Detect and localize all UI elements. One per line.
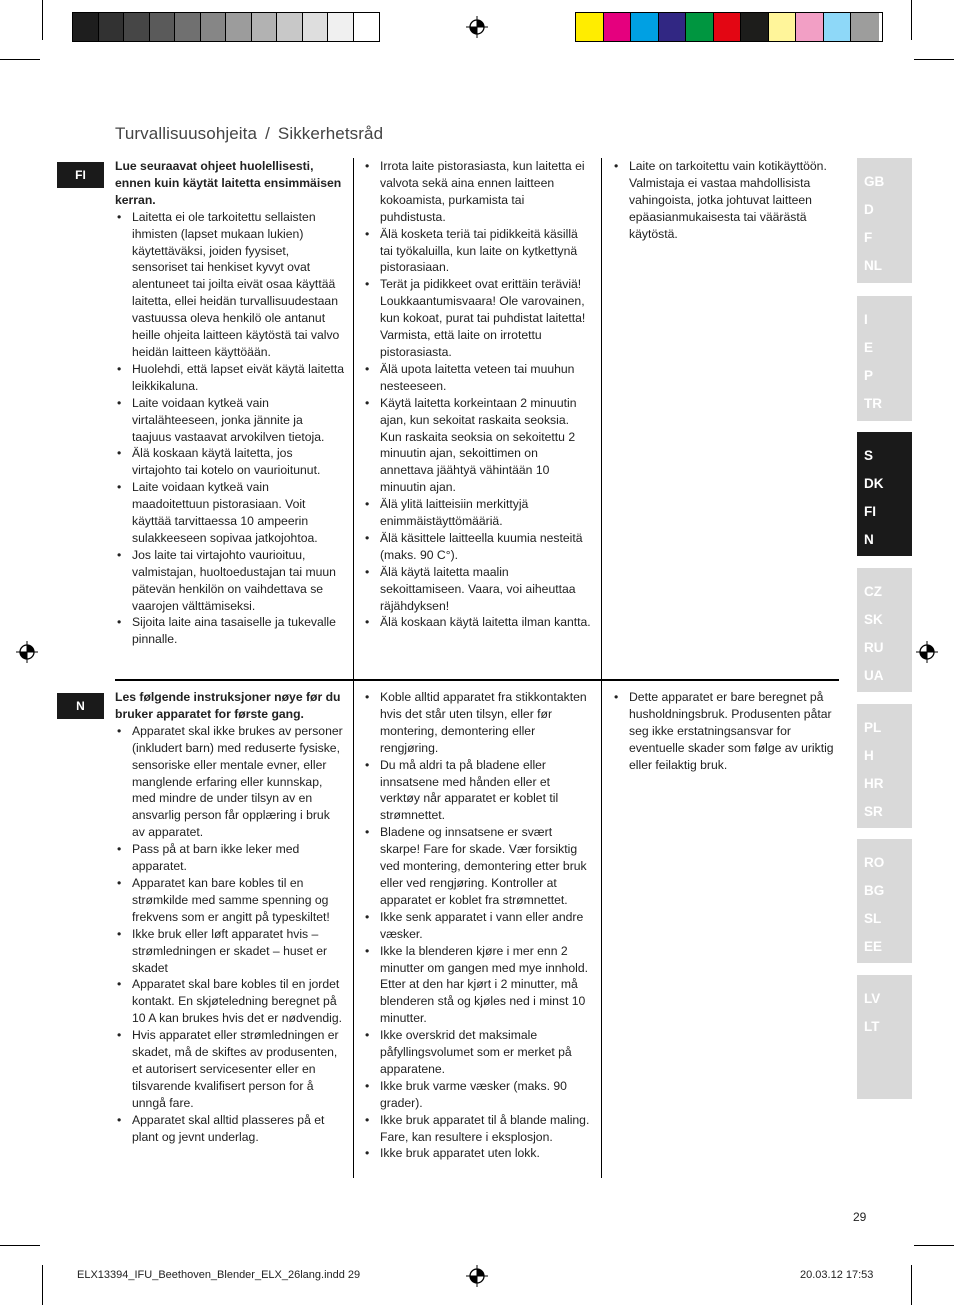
color-swatch <box>631 13 659 41</box>
language-group <box>857 158 912 283</box>
list-item: • Älä koskaan käytä laitetta ilman kantta. <box>363 614 593 631</box>
color-swatch <box>73 13 99 41</box>
language-group <box>857 568 912 692</box>
list-item: • Irrota laite pistorasiasta, kun laitetta ei valvota sekä aina ennen laitteen kokoamista, purkamista tai puhdistusta. <box>363 158 593 226</box>
fi-column-1 <box>115 158 345 648</box>
list-item: • Ikke bruk varme væsker (maks. 90 grader). <box>363 1078 593 1112</box>
language-code: S <box>864 448 874 463</box>
color-swatch <box>201 13 227 41</box>
list-item: • Sijoita laite aina tasaiselle ja tukevalle pinnalle. <box>115 614 345 648</box>
n-list-2 <box>363 689 593 1162</box>
n-list-3 <box>612 689 840 774</box>
n-list-1 <box>115 723 345 1146</box>
language-code: FI <box>864 504 876 519</box>
crop-mark <box>911 0 912 40</box>
fi-list-2 <box>363 158 593 631</box>
language-code: I <box>864 312 868 327</box>
page-number: 29 <box>853 1210 867 1224</box>
page-title-n: Sikkerhetsråd <box>277 124 384 143</box>
language-code: GB <box>864 174 885 189</box>
color-swatch <box>824 13 852 41</box>
list-item: • Älä koskaan käytä laitetta, jos virtajohto tai kotelo on vaurioitunut. <box>115 445 345 479</box>
color-swatch <box>175 13 201 41</box>
crop-mark <box>0 1245 40 1246</box>
color-swatch <box>686 13 714 41</box>
fi-list-1 <box>115 209 345 649</box>
color-swatch <box>769 13 797 41</box>
color-swatch <box>328 13 354 41</box>
language-code: F <box>864 230 873 245</box>
language-code: HR <box>864 776 884 791</box>
n-column-1 <box>115 689 345 1145</box>
registration-mark-icon <box>916 641 938 663</box>
n-intro: Les følgende instruksjoner nøye før du bruker apparatet for første gang. <box>115 690 341 721</box>
list-item: • Dette apparatet er bare beregnet på husholdningsbruk. Produsenten påtar seg ikke erstatningsansvar for eventuelle skader som følge av uriktig eller feilaktig bruk. <box>612 689 840 774</box>
list-item: • Ikke senk apparatet i vann eller andre væsker. <box>363 909 593 943</box>
language-code: TR <box>864 396 882 411</box>
language-code: SK <box>864 612 883 627</box>
list-item: • Apparatet skal alltid plasseres på et plant og jevnt underlag. <box>115 1112 345 1146</box>
language-code: LT <box>864 1019 880 1034</box>
list-item: • Laite voidaan kytkeä vain maadoitettuun pistorasiaan. Voit käyttää tarvittaessa 10 ampeerin sulakkeeseen sopivaa jatkojohtoa. <box>115 479 345 547</box>
registration-mark-icon <box>466 1265 488 1287</box>
language-code: N <box>864 532 874 547</box>
list-item: • Hvis apparatet eller strømledningen er skadet, må de skiftes av produsenten, et autorisert servicesenter eller en tilsvarende kvalifisert person for å unngå fare. <box>115 1027 345 1112</box>
language-code: H <box>864 748 874 763</box>
section-divider <box>115 679 839 681</box>
color-swatch <box>99 13 125 41</box>
crop-mark <box>914 59 954 60</box>
title-separator: / <box>265 124 270 143</box>
language-code: D <box>864 202 874 217</box>
fi-intro: Lue seuraavat ohjeet huolellisesti, ennen kuin käytät laitetta ensimmäisen kerran. <box>115 159 342 207</box>
list-item: • Jos laite tai virtajohto vaurioituu, valmistajan, huoltoedustajan tai muun pätevän henkilön on vaihdettava se vaarojen välttämiseksi. <box>115 547 345 615</box>
page-title-fi: Turvallisuusohjeita <box>115 124 258 143</box>
n-column-2 <box>363 689 593 1162</box>
footer-file-name: ELX13394_IFU_Beethoven_Blender_ELX_26lang.indd 29 <box>77 1269 361 1281</box>
list-item: • Ikke bruk apparatet til å blande maling. Fare, kan resultere i eksplosjon. <box>363 1112 593 1146</box>
list-item: • Ikke bruk eller løft apparatet hvis – strømledningen er skadet – huset er skadet <box>115 926 345 977</box>
page-title <box>115 124 383 144</box>
registration-mark-icon <box>466 16 488 38</box>
color-swatch <box>252 13 278 41</box>
language-code: SL <box>864 911 882 926</box>
crop-mark <box>914 1245 954 1246</box>
fi-column-2 <box>363 158 593 631</box>
footer-date: 20.03.12 17:53 <box>800 1269 874 1281</box>
fi-list-3 <box>612 158 840 243</box>
color-swatch <box>303 13 329 41</box>
color-swatch <box>277 13 303 41</box>
color-swatch <box>604 13 632 41</box>
language-code: DK <box>864 476 884 491</box>
language-group <box>857 839 912 963</box>
language-group <box>857 704 912 828</box>
list-item: • Älä kosketa teriä tai pidikkeitä käsillä tai työkaluilla, kun laite on kytkettynä pistorasiaan. <box>363 226 593 277</box>
list-item: • Älä käsittele laitteella kuumia nesteitä (maks. 90 C°). <box>363 530 593 564</box>
column-divider <box>601 681 602 1178</box>
column-divider <box>353 158 354 680</box>
color-swatch <box>226 13 252 41</box>
crop-mark <box>42 0 43 40</box>
color-swatch <box>150 13 176 41</box>
list-item: • Terät ja pidikkeet ovat erittäin teräviä! Loukkaantumisvaara! Ole varovainen, kun kokoat, purat tai puhdistat laitetta! Varmista, että laite on irrotettu pistorasiasta. <box>363 276 593 361</box>
crop-mark <box>0 59 40 60</box>
language-code: RO <box>864 855 885 870</box>
language-code: CZ <box>864 584 882 599</box>
crop-mark <box>911 1265 912 1305</box>
list-item: • Apparatet kan bare kobles til en strømkilde med samme spenning og frekvens som er angitt på typeskiltet! <box>115 875 345 926</box>
column-divider <box>353 681 354 1178</box>
language-badge-fi: FI <box>57 162 104 188</box>
color-swatch <box>124 13 150 41</box>
list-item: • Laitetta ei ole tarkoitettu sellaisten ihmisten (lapset mukaan lukien) käytettäväksi, joiden fyysiset, sensoriset tai henkiset kyvyt ovat alentuneet tai joilta eivät osaa käyttää laitetta, ellei heidän turvallisuudestaan vastuussa oleva henkilö ole antanut heille ohjeita laitteen käytöstä tai valvo heidän laitteen käyttöään. <box>115 209 345 361</box>
language-code: NL <box>864 258 882 273</box>
fi-column-3 <box>612 158 840 243</box>
language-code: P <box>864 368 874 383</box>
list-item: • Ikke la blenderen kjøre i mer enn 2 minutter om gangen med mye innhold. Etter at den har kjørt i 2 minutter, må blenderen stå og kjøles ned i minst 10 minutter. <box>363 943 593 1028</box>
color-swatch <box>741 13 769 41</box>
list-item: • Ikke bruk apparatet uten lokk. <box>363 1145 593 1162</box>
language-group <box>857 432 912 556</box>
column-divider <box>601 158 602 680</box>
list-item: • Du må aldri ta på bladene eller innsatsene med hånden eller et verktøy når apparatet er koblet til strømnettet. <box>363 757 593 825</box>
color-swatch <box>576 13 604 41</box>
list-item: • Laite voidaan kytkeä vain virtalähteeseen, jonka jännite ja taajuus vastaavat arvokilven tietoja. <box>115 395 345 446</box>
list-item: • Älä upota laitetta veteen tai muuhun nesteeseen. <box>363 361 593 395</box>
crop-mark <box>42 1265 43 1305</box>
language-badge-n: N <box>57 693 104 719</box>
grayscale-color-bar <box>72 12 380 42</box>
list-item: • Apparatet skal bare kobles til en jordet kontakt. En skjøteledning beregnet på 10 A kan brukes hvis det er nødvendig. <box>115 976 345 1027</box>
list-item: • Älä ylitä laitteisiin merkittyjä enimmäistäyttömääriä. <box>363 496 593 530</box>
list-item: • Huolehdi, että lapset eivät käytä laitetta leikkikaluna. <box>115 361 345 395</box>
list-item: • Koble alltid apparatet fra stikkontakten hvis det står uten tilsyn, eller før montering, demontering eller rengjøring. <box>363 689 593 757</box>
language-code: RU <box>864 640 884 655</box>
list-item: • Pass på at barn ikke leker med apparatet. <box>115 841 345 875</box>
list-item: • Bladene og innsatsene er svært skarpe! Fare for skade. Vær forsiktig ved montering, demontering etter bruk eller ved rengjøring. Kontroller at apparatet er koblet fra strømnettet. <box>363 824 593 909</box>
process-color-bar <box>575 12 883 42</box>
language-code: E <box>864 340 874 355</box>
list-item: • Ikke overskrid det maksimale påfyllingsvolumet som er merket på apparatene. <box>363 1027 593 1078</box>
language-code: BG <box>864 883 885 898</box>
registration-mark-icon <box>16 641 38 663</box>
color-swatch <box>659 13 687 41</box>
language-code: PL <box>864 720 882 735</box>
color-swatch <box>796 13 824 41</box>
language-code: EE <box>864 939 883 954</box>
color-swatch <box>851 13 879 41</box>
list-item: • Apparatet skal ikke brukes av personer (inkludert barn) med reduserte fysiske, sensoriske eller mentale evner, eller manglende erfaring eller kunnskap, med mindre de under tilsyn av en ansvarlig person får opplæring i bruk av apparatet. <box>115 723 345 841</box>
language-group <box>857 296 912 421</box>
language-code: SR <box>864 804 883 819</box>
n-column-3 <box>612 689 840 774</box>
language-code: UA <box>864 668 884 683</box>
list-item: • Älä käytä laitetta maalin sekoittamiseen. Vaara, voi aiheuttaa räjähdyksen! <box>363 564 593 615</box>
list-item: • Laite on tarkoitettu vain kotikäyttöön. Valmistaja ei vastaa mahdollisista vahingoista, jotka johtuvat laitteen epäasianmukaisesta tai väärästä käytöstä. <box>612 158 840 243</box>
language-group <box>857 975 912 1099</box>
language-code: LV <box>864 991 881 1006</box>
color-swatch <box>354 13 379 41</box>
color-swatch <box>714 13 742 41</box>
list-item: • Käytä laitetta korkeintaan 2 minuutin ajan, kun sekoitat raskaita seoksia. Kun raskaita seoksia on sekoitettu 2 minuutin ajan, sekoittimen on annettava jäähtyä vähintään 10 minuutin ajan. <box>363 395 593 496</box>
